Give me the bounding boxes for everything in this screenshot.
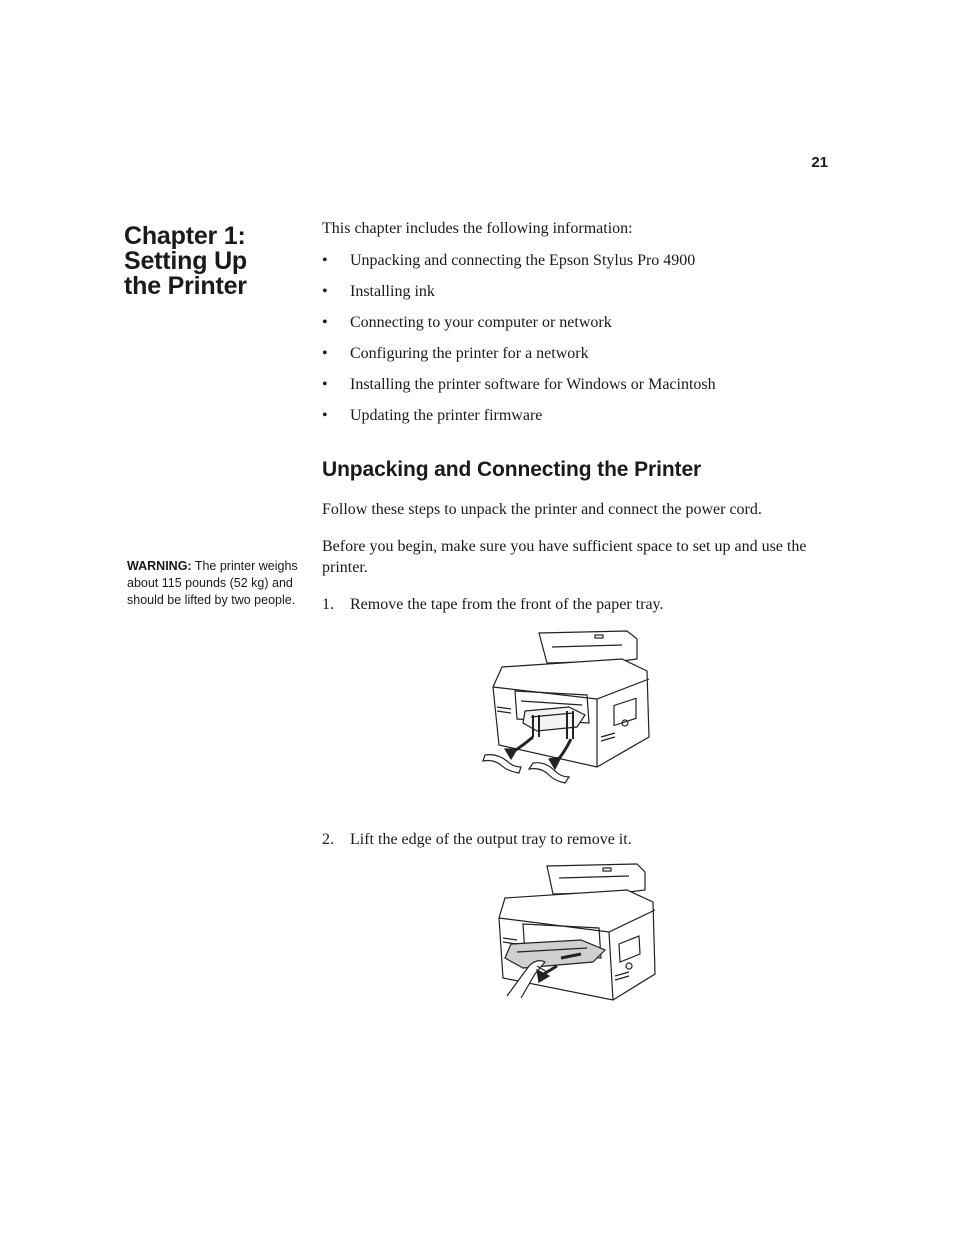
main-content [322, 218, 832, 1042]
section-heading: Unpacking and Connecting the Printer [322, 458, 702, 481]
intro-text: This chapter includes the following information: [322, 220, 633, 237]
warning-text: The printer weighs about 115 pounds (52 kg) and should be lifted by two people. [127, 559, 298, 607]
list-item: • Unpacking and connecting the Epson Stylus Pro 4900 [322, 250, 832, 281]
page-number: 21 [811, 154, 828, 171]
printer-remove-output-tray-illustration [477, 862, 667, 1012]
section-paragraph-1: Follow these steps to unpack the printer and connect the power cord. [322, 501, 762, 518]
warning-note [127, 558, 303, 609]
step-2 [322, 829, 832, 850]
figure-remove-output-tray [322, 862, 832, 1042]
section-paragraph-2: Before you begin, make sure you have sufficient space to set up and use the printer. [322, 538, 807, 576]
step-text: Lift the edge of the output tray to remove it. [350, 831, 632, 848]
step-number: 1. [322, 596, 334, 613]
printer-remove-tape-illustration [477, 627, 667, 787]
list-item: • Connecting to your computer or network [322, 312, 832, 343]
list-item: • Configuring the printer for a network [322, 343, 832, 374]
chapter-title-line-2: Setting Up [124, 247, 247, 275]
step-1 [322, 594, 832, 615]
list-item: • Updating the printer firmware [322, 405, 832, 436]
step-number: 2. [322, 831, 334, 848]
list-item: • Installing ink [322, 281, 832, 312]
warning-label: WARNING: [127, 559, 192, 573]
chapter-title-line-3: the Printer [124, 272, 247, 300]
step-text: Remove the tape from the front of the paper tray. [350, 596, 664, 613]
chapter-title-line-1: Chapter 1: [124, 222, 246, 250]
chapter-topics-list [322, 250, 832, 436]
chapter-title [124, 224, 304, 299]
list-item: • Installing the printer software for Windows or Macintosh [322, 374, 832, 405]
figure-remove-tape [322, 627, 832, 829]
